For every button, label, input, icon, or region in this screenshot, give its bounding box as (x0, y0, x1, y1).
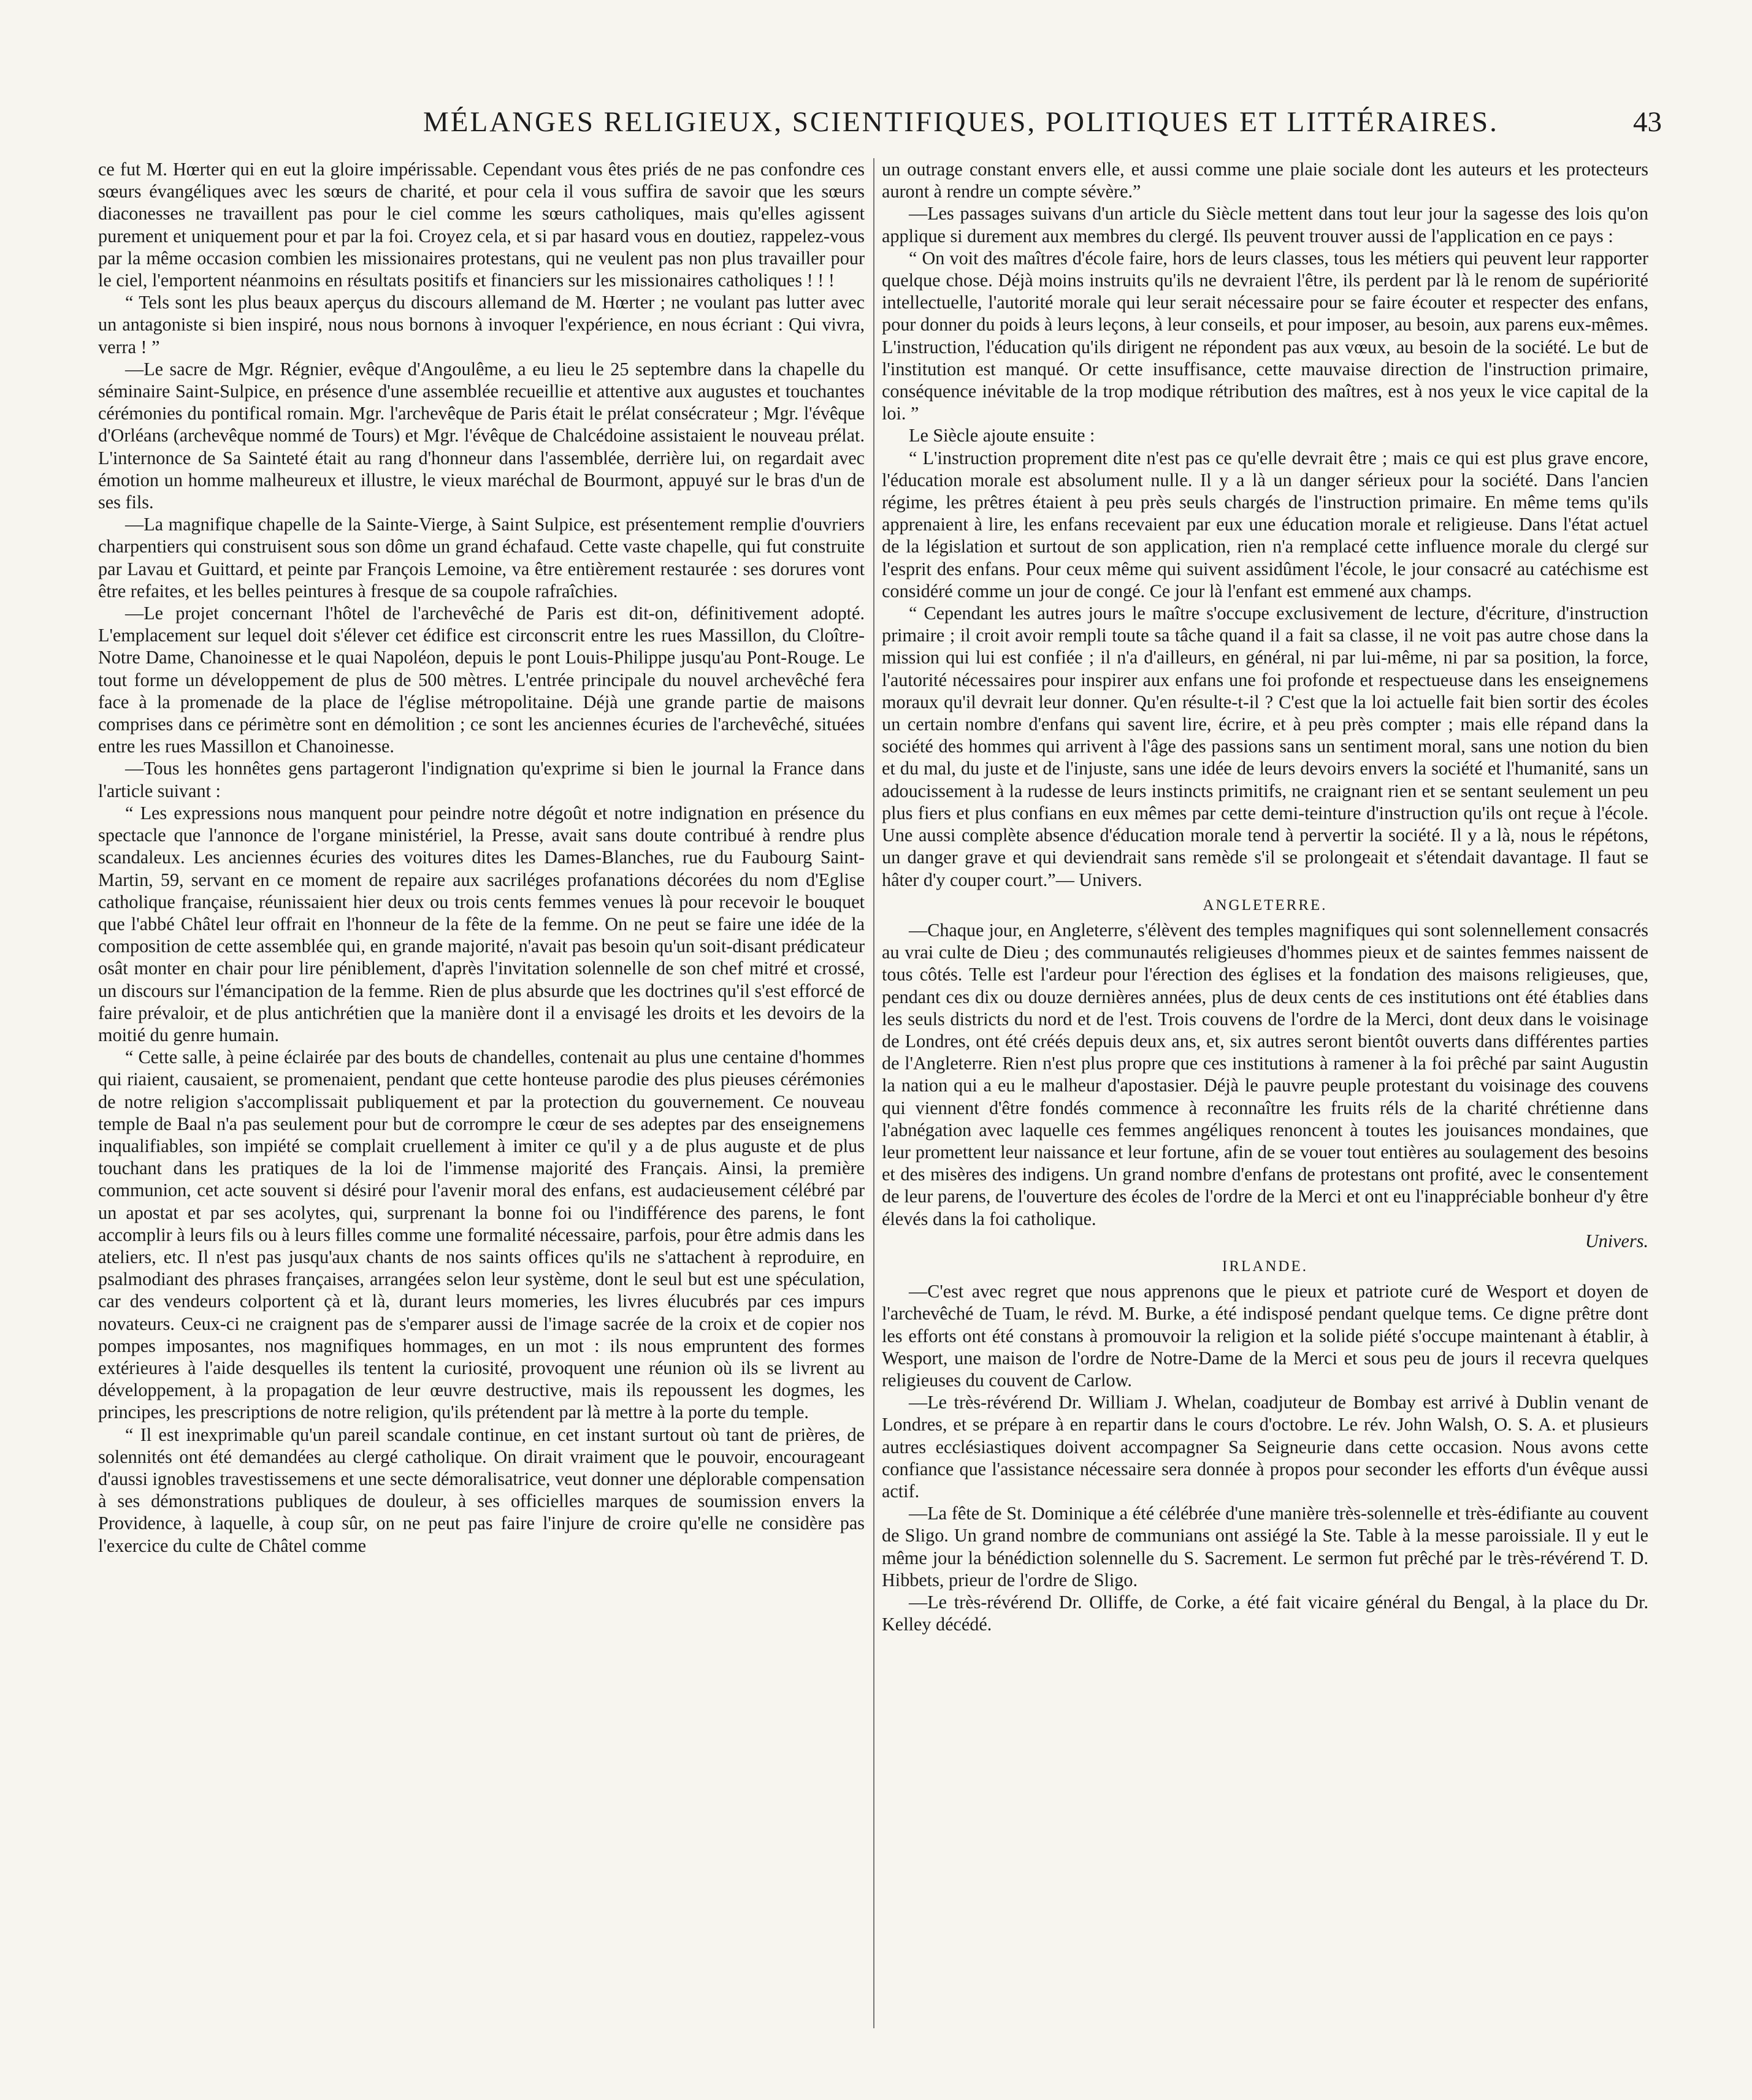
article-paragraph: un outrage constant envers elle, et aussi comme une plaie sociale dont les auteurs et les protecteurs auront à rendre un compte sévère.” (882, 159, 1648, 202)
section-heading-ireland: IRLANDE. (1222, 1258, 1308, 1275)
article-paragraph: “ Les expressions nous manquent pour peindre notre dégoût et notre indignation en présence du spectacle que l'annonce de l'organe ministériel, la Presse, avait sans doute contribué à rendre plus scandaleux. Les anciennes écuries des voitures dites les Dames-Blanches, rue du Faubourg Saint-Martin, 59, servant en ce moment de repaire aux sacriléges profanations décorées du nom d'Eglise catholique française, réunissaient hier deux ou trois cents femmes venues là pour recevoir le bouquet que l'abbé Châtel leur offrait en l'honneur de la fête de la femme. On ne peut se faire une idée de la composition de cette assemblée qui, en grande majorité, n'avait pas besoin qu'un soit-disant prédicateur osât monter en chair pour lire péniblement, d'après l'invitation solennelle de son chef mitré et crossé, un discours sur l'émancipation de la femme. Rien de plus absurde que les doctrines qu'il s'est efforcé de faire prévaloir, et de plus antichrétien que la manière dont il a envisagé les droits et les devoirs de la moitié du genre humain. (98, 802, 865, 1045)
article-paragraph: —Chaque jour, en Angleterre, s'élèvent des temples magnifiques qui sont solennellement consacrés au vrai culte de Dieu ; des communautés religieuses d'hommes pieux et de saintes femmes naissent de tous côtés. Telle est l'ardeur pour l'érection des églises et la fondation des maisons religieuses, que, pendant ces dix ou douze dernières années, plus de deux cents de ces institutions ont été établies dans les seuls districts du nord et de l'est. Trois couvens de l'ordre de la Merci, dont deux dans le voisinage de Londres, ont été créés depuis deux ans, et, six autres seront bientôt ouverts dans différentes parties de l'Angleterre. Rien n'est plus propre que ces institutions à ramener à la foi prêché par saint Augustin la nation qui a eu le malheur d'apostasier. Déjà le pauvre peuple protestant du voisinage des couvens qui viennent d'être fondés commence à reconnaître les fruits réls de la charité chrétienne dans l'abnégation avec laquelle ces femmes angéliques renoncent à toutes les jouisances mondaines, que leur promettent leur naissance et leur fortune, afin de se vouer tout entières au soulagement des besoins et des misères des indigens. Un grand nombre d'enfans de protestans ont profité, avec le consentement de leur parens, de l'ouverture des écoles de l'ordre de la Merci et ont eu l'inappréciable bonheur d'y être élevés dans la foi catholique. (882, 919, 1648, 1229)
article-paragraph: “ Cette salle, à peine éclairée par des bouts de chandelles, contenait au plus une centaine d'hommes qui riaient, causaient, se promenaient, pendant que cette honteuse parodie des plus pieuses cérémonies de notre religion s'accomplissait publiquement et par la protection du gouvernement. Ce nouveau temple de Baal n'a pas seulement pour but de corrompre le cœur de ses adeptes par des enseignemens inqualifiables, son impiété se complait cruellement à imiter ce qu'il y a de plus auguste et de plus touchant dans les pratiques de la loi de l'immense majorité des Français. Ainsi, la première communion, cet acte souvent si désiré pour l'avenir moral des enfans, est audacieusement célébré par un apostat et par ses acolytes, qui, surprenant la bonne foi ou l'indifférence des parens, le font accomplir à leurs fils ou à leurs filles comme une formalité nécessaire, parfois, pour être admis dans les ateliers, etc. Il n'est pas jusqu'aux chants de nos saints offices qu'ils ne s'attachent à reproduire, en psalmodiant des phrases françaises, arrangées selon leur système, dont le seul but est une spéculation, car des vendeurs colportent çà et là, durant leurs momeries, les livres élucubrés par ces impurs novateurs. Ceux-ci ne craignent pas de s'emparer aussi de l'image sacrée de la croix et de copier nos pompes imposantes, nos magnifiques hommages, en un mot : ils nous empruntent des formes extérieures à l'aide desquelles ils tentent la curiosité, provoquent une réunion où ils se livrent au développement, à la propagation de leur œuvre destructive, mais ils repoussent les dogmes, les principes, les prescriptions de notre religion, qu'ils prétendent par là mettre à la porte du temple. (98, 1047, 865, 1423)
article-paragraph: —Le très-révérend Dr. William J. Whelan, coadjuteur de Bombay est arrivé à Dublin venant de Londres, et se prépare à en repartir dans le cours d'octobre. Le rév. John Walsh, O. S. A. et plusieurs autres ecclésiastiques doivent accompagner Sa Seigneurie dans cette occasion. Nous avons cette confiance que l'assistance nécessaire sera donnée à propos pour seconder les efforts d'un évêque aussi actif. (882, 1392, 1648, 1502)
article-paragraph: —Tous les honnêtes gens partageront l'indignation qu'exprime si bien le journal la France dans l'article suivant : (98, 758, 865, 801)
page-header (92, 105, 1662, 155)
article-paragraph: “ Tels sont les plus beaux aperçus du discours allemand de M. Hœrter ; ne voulant pas lutter avec un antagoniste si bien inspiré, nous nous bornons à invoquer l'expérience, en nous écriant : Qui vivra, verra ! ” (98, 292, 865, 357)
article-paragraph: —Les passages suivans d'un article du Siècle mettent dans tout leur jour la sagesse des lois qu'on applique si durement aux membres du clergé. Ils peuvent trouver aussi de l'application en ce pays : (882, 203, 1648, 246)
article-paragraph: —Le projet concernant l'hôtel de l'archevêché de Paris est dit-on, définitivement adopté. L'emplacement sur lequel doit s'élever cet édifice est circonscrit entre les rues Massillon, du Cloître-Notre Dame, Chanoinesse et le quai Napoléon, depuis le pont Louis-Philippe jusqu'au Pont-Rouge. Le tout forme un développement de plus de 500 mètres. L'entrée principale du nouvel archevêché fera face à la promenade de la place de l'église métropolitaine. Déjà une grande partie de maisons comprises dans ce périmètre sont en démolition ; ce sont les anciennes écuries de l'archevêché, situées entre les rues Massillon et Chanoinesse. (98, 603, 865, 757)
page-number: 43 (1633, 106, 1662, 138)
section-heading-england: ANGLETERRE. (1203, 896, 1328, 914)
running-head: MÉLANGES RELIGIEUX, SCIENTIFIQUES, POLITIQUES ET LITTÉRAIRES. (423, 106, 1499, 138)
article-paragraph: —C'est avec regret que nous apprenons que le pieux et patriote curé de Wesport et doyen de l'archevêché de Tuam, le révd. M. Burke, a été indisposé pendant quelque tems. Ce digne prêtre dont les efforts ont été constans à promouvoir la religion et la solide piété s'occupe maintenant à établir, à Wesport, une maison de l'ordre de Notre-Dame de la Merci et sous peu de jours il recevra quelques religieuses du couvent de Carlow. (882, 1281, 1648, 1391)
article-paragraph: ce fut M. Hœrter qui en eut la gloire impérissable. Cependant vous êtes priés de ne pas confondre ces sœurs évangéliques avec les sœurs de charité, et pour cela il vous suffira de savoir que les sœurs diaconesses ne travaillent pas pour le ciel comme les sœurs catholiques, mais qu'elles agissent purement et uniquement pour et par la foi. Croyez cela, et si par hasard vous en doutiez, rappelez-vous par la même occasion combien les missionaires protestans, qui ne veulent pas non plus travailler pour le ciel, l'emportent néanmoins en résultats positifs et financiers sur les missionaires catholiques ! ! ! (98, 159, 865, 291)
article-paragraph: Le Siècle ajoute ensuite : (909, 425, 1095, 446)
right-column (882, 158, 1648, 2047)
article-paragraph: “ Cependant les autres jours le maître s'occupe exclusivement de lecture, d'écriture, d'instruction primaire ; il croit avoir rempli toute sa tâche quand il a fait sa classe, il ne voit pas autre chose dans la mission qui lui est confiée ; il n'a d'ailleurs, en général, ni par lui-même, ni par sa position, la force, l'autorité nécessaires pour inspirer aux enfans une foi profonde et respectueuse dans les enseignemens moraux qu'il devrait leur donner. Qu'en résulte-t-il ? C'est que la loi actuelle fait bien sortir des écoles un certain nombre d'enfans qui savent lire, écrire, et à peu près compter ; mais elle répand dans la société des hommes qui arrivent à l'âge des passions sans un sentiment moral, sans une notion du bien et du mal, du juste et de l'injuste, sans une idée de leurs devoirs envers la société et l'humanité, sans un adoucissement à la rudesse de leurs instincts primitifs, ne craignant rien et se sentant seulement un peu plus fiers et plus confians en eux mêmes par cette demi-teinture d'instruction qu'ils ont reçue à l'école. Une aussi complète absence d'éducation morale tend à pervertir la société. Il y a là, nous le répétons, un danger grave et qui deviendrait sans remède s'il se prolongeait et s'étendait davantage. Il faut se hâter d'y couper court.”— Univers. (882, 603, 1648, 890)
article-paragraph: —La magnifique chapelle de la Sainte-Vierge, à Saint Sulpice, est présentement remplie d'ouvriers charpentiers qui construisent sous son dôme un grand échafaud. Cette vaste chapelle, qui fut construite par Lavau et Guittard, et peinte par François Lemoine, va être entièrement restaurée : ses dorures vont être refaites, et les belles peintures à fresque de sa coupole rafraîchies. (98, 514, 865, 601)
column-rule (873, 158, 874, 2028)
article-paragraph: —Le très-révérend Dr. Olliffe, de Corke, a été fait vicaire général du Bengal, à la place du Dr. Kelley décédé. (882, 1592, 1648, 1635)
article-paragraph: —La fête de St. Dominique a été célébrée d'une manière très-solennelle et très-édifiante au couvent de Sligo. Un grand nombre de communians ont assiégé la Ste. Table à la messe paroissiale. Il y eut le même jour la bénédiction solennelle du S. Sacrement. Le sermon fut prêché par le très-révérend T. D. Hibbets, prieur de l'ordre de Sligo. (882, 1503, 1648, 1590)
left-column (98, 158, 865, 2047)
article-paragraph: “ Il est inexprimable qu'un pareil scandale continue, en cet instant surtout où tant de prières, de solennités ont été demandées au clergé catholique. On dirait vraiment que le pouvoir, encourageant d'aussi ignobles travestissemens et une secte démoralisatrice, veut donner une déplorable compensation à ses démonstrations publiques de douleur, à ses officielles marques de soumission envers la Providence, à laquelle, à coup sûr, on ne peut pas faire l'injure de croire qu'elle ne considère pas l'exercice du culte de Châtel comme (98, 1424, 865, 1556)
article-paragraph: “ L'instruction proprement dite n'est pas ce qu'elle devrait être ; mais ce qui est plus grave encore, l'éducation morale est absolument nulle. Il y a là un danger sérieux pour la société. Dans l'ancien régime, les prêtres étaient à peu près seuls chargés de l'instruction primaire. En même tems qu'ils apprenaient à lire, les enfans recevaient par eux une éducation morale et religieuse. Dans l'état actuel de la législation et surtout de son application, rien n'a remplacé cette influence morale du clergé sur l'esprit des enfans. Pour ceux même qui suivent assidûment l'école, le jour consacré au catéchisme est considéré comme un jour de congé. Ce jour là l'enfant est emmené aux champs. (882, 447, 1648, 601)
article-paragraph: “ On voit des maîtres d'école faire, hors de leurs classes, tous les métiers qui peuvent leur rapporter quelque chose. Déjà moins instruits qu'ils ne devraient l'être, ils perdent par là le renom de supériorité intellectuelle, l'autorité morale qui leur serait nécessaire pour se faire écouter et respecter des enfans, pour donner du poids à leurs leçons, à leur conseils, et pour imposer, au besoin, aux parens eux-mêmes. L'instruction, l'éducation qu'ils dirigent ne répondent pas aux vœux, au besoin de la société. Le but de l'institution est manqué. Or cette insuffisance, cette mauvaise direction de l'instruction primaire, conséquence inévitable de la trop modique rétribution des maîtres, est à nos yeux le vice capital de la loi. ” (882, 247, 1648, 424)
article-paragraph: —Le sacre de Mgr. Régnier, evêque d'Angoulême, a eu lieu le 25 septembre dans la chapelle du séminaire Saint-Sulpice, en présence d'une assemblée recueillie et attentive aux augustes et touchantes cérémonies du pontifical romain. Mgr. l'archevêque de Paris était le prélat consécrateur ; Mgr. l'évêque d'Orléans (archevêque nommé de Tours) et Mgr. l'évêque de Chalcédoine assistaient le nouveau prélat. L'internonce de Sa Sainteté était au rang d'honneur dans l'assemblée, derrière lui, on regardait avec émotion un homme malheureux et illustre, le vieux maréchal de Bourmont, appuyé sur le bras d'un de ses fils. (98, 358, 865, 513)
source-signature: Univers. (1585, 1230, 1648, 1251)
